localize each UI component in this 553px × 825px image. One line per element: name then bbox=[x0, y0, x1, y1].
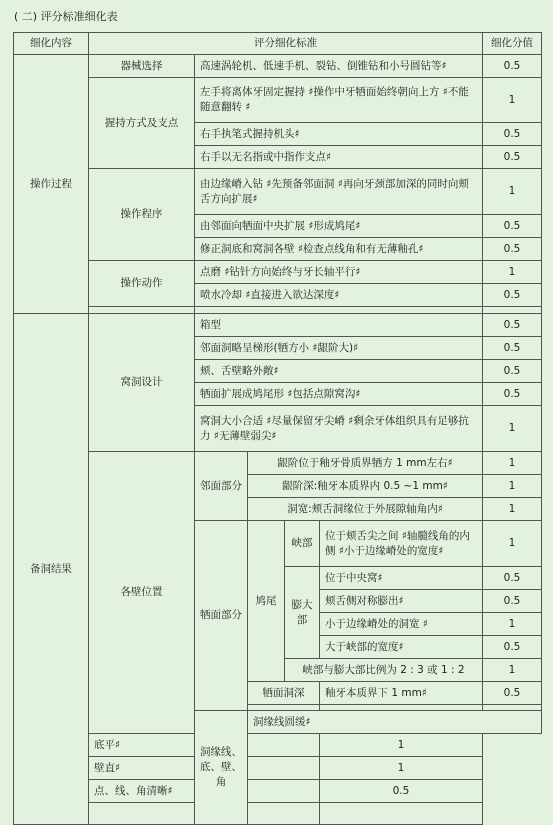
criterion-score: 0.5 bbox=[320, 780, 483, 803]
criterion-score: 0.5 bbox=[483, 383, 542, 406]
section-label: 操作过程 bbox=[14, 55, 89, 314]
group-label: 各壁位置 bbox=[89, 452, 195, 734]
criterion-score: 0.5 bbox=[483, 360, 542, 383]
criterion-score: 0.5 bbox=[483, 123, 542, 146]
header-score: 细化分值 bbox=[483, 33, 542, 55]
criterion-text: 由边缘嵴入钻 ♯先预备邻面洞 ♯再向牙颈部加深的同时向颊舌方向扩展♯ bbox=[195, 169, 483, 215]
table-row bbox=[14, 78, 542, 123]
table-row bbox=[14, 452, 542, 475]
header-criteria: 评分细化标准 bbox=[89, 33, 483, 55]
criterion-score: 1 bbox=[483, 475, 542, 498]
group-label: 操作动作 bbox=[89, 261, 195, 307]
criterion-text: 由邻面向牺面中央扩展 ♯形成鸠尾♯ bbox=[195, 215, 483, 238]
criterion-score: 0.5 bbox=[483, 567, 542, 590]
criterion-text: 颊舌侧对称膨出♯ bbox=[320, 590, 483, 613]
criterion-score: 0.5 bbox=[483, 55, 542, 78]
criterion-score: 1 bbox=[483, 261, 542, 284]
criterion-score: 0.5 bbox=[483, 682, 542, 705]
header-content: 细化内容 bbox=[14, 33, 89, 55]
criterion-text: 点、线、角清晰♯ bbox=[89, 780, 320, 803]
criterion-text: 喷水冷却 ♯直接进入欲达深度♯ bbox=[195, 284, 483, 307]
criterion-text: 龈阶深:釉牙本质界内 0.5 ~1 mm♯ bbox=[248, 475, 483, 498]
criterion-score: 1 bbox=[320, 757, 483, 780]
criterion-text: 洞宽:颊舌洞缘位于外展隙轴角内♯ bbox=[248, 498, 483, 521]
spacer-cell bbox=[483, 307, 542, 314]
header-row bbox=[14, 33, 542, 55]
group-label: 窝洞设计 bbox=[89, 314, 195, 452]
criterion-score: 1 bbox=[320, 734, 483, 757]
criterion-text: 位于中央窝♯ bbox=[320, 567, 483, 590]
criterion-text: 小于边缘嵴处的洞宽 ♯ bbox=[320, 613, 483, 636]
table-row bbox=[14, 734, 542, 757]
section-label: 备洞结果 bbox=[14, 314, 89, 825]
criterion-score: 1 bbox=[483, 406, 542, 452]
group-label: 洞缘线、底、壁、角 bbox=[195, 711, 248, 825]
spacer-cell bbox=[320, 803, 483, 825]
dovetail-label: 鸠尾 bbox=[248, 521, 285, 682]
criterion-text: 右手以无名指或中指作支点♯ bbox=[195, 146, 483, 169]
group-label: 握持方式及支点 bbox=[89, 78, 195, 169]
criterion-score: 0.5 bbox=[483, 636, 542, 659]
criterion-text: 大于峡部的宽度♯ bbox=[320, 636, 483, 659]
criterion-score: 1 bbox=[483, 498, 542, 521]
criterion-score: 1 bbox=[483, 613, 542, 636]
group-label: 操作程序 bbox=[89, 169, 195, 261]
criterion-score: 0.5 bbox=[483, 215, 542, 238]
table-row bbox=[14, 55, 542, 78]
subgroup-label: 邻面部分 bbox=[195, 452, 248, 521]
criterion-text: 修正洞底和窝洞各壁 ♯检查点线角和有无薄釉孔♯ bbox=[195, 238, 483, 261]
table-row bbox=[14, 314, 542, 337]
criterion-score: 1 bbox=[483, 169, 542, 215]
criterion-text: 底平♯ bbox=[89, 734, 320, 757]
table-row bbox=[14, 757, 542, 780]
criterion-score: 0.5 bbox=[483, 590, 542, 613]
criterion-text: 牺面扩展成鸠尾形 ♯包括点隙窝沟♯ bbox=[195, 383, 483, 406]
table-row bbox=[14, 307, 542, 314]
criterion-text: 釉牙本质界下 1 mm♯ bbox=[320, 682, 483, 705]
table-row bbox=[14, 261, 542, 284]
criterion-score: 1 bbox=[483, 78, 542, 123]
criterion-text: 邻面洞略呈梯形(牺方小 ♯龈阶大)♯ bbox=[195, 337, 483, 360]
spacer-cell bbox=[89, 307, 195, 314]
criterion-text: 高速涡轮机、低速手机、裂钻、倒锥钻和小号圆钻等♯ bbox=[195, 55, 483, 78]
table-heading: ( 二) 评分标准细化表 bbox=[14, 10, 118, 23]
group-label: 器械选择 bbox=[89, 55, 195, 78]
isthmus-label: 峡部 bbox=[285, 521, 320, 567]
table-row bbox=[14, 169, 542, 215]
criterion-text: 点磨 ♯钻针方向始终与牙长轴平行♯ bbox=[195, 261, 483, 284]
table-row bbox=[14, 780, 542, 803]
criterion-text: 窝洞大小合适 ♯尽量保留牙尖嵴 ♯剩余牙体组织具有足够抗力 ♯无薄壁弱尖♯ bbox=[195, 406, 483, 452]
criterion-text: 峡部与膨大部比例为 2 : 3 或 1 : 2 bbox=[285, 659, 483, 682]
criterion-score: 1 bbox=[483, 521, 542, 567]
criterion-text: 左手将离体牙固定握持 ♯操作中牙牺面始终朝向上方 ♯不能随意翻转 ♯ bbox=[195, 78, 483, 123]
criterion-score: 0.5 bbox=[483, 146, 542, 169]
spacer-cell bbox=[195, 307, 483, 314]
criterion-text: 颊、舌壁略外敞♯ bbox=[195, 360, 483, 383]
criterion-text: 箱型 bbox=[195, 314, 483, 337]
depth-label: 牺面洞深 bbox=[248, 682, 320, 705]
scoring-table bbox=[13, 32, 542, 825]
spacer-cell bbox=[89, 803, 320, 825]
subgroup-label: 牺面部分 bbox=[195, 521, 248, 711]
table-row bbox=[14, 803, 542, 825]
criterion-score: 1 bbox=[483, 452, 542, 475]
criterion-text: 洞缘线圆缓♯ bbox=[248, 711, 542, 734]
criterion-text: 右手执笔式握持机头♯ bbox=[195, 123, 483, 146]
criterion-score: 0.5 bbox=[483, 284, 542, 307]
criterion-score: 1 bbox=[483, 659, 542, 682]
criterion-score: 0.5 bbox=[483, 314, 542, 337]
criterion-text: 位于颊舌尖之间 ♯轴髓线角的内侧 ♯小于边缘嵴处的宽度♯ bbox=[320, 521, 483, 567]
criterion-text: 龈阶位于釉牙骨质界牺方 1 mm左右♯ bbox=[248, 452, 483, 475]
expansion-label: 膨大部 bbox=[285, 567, 320, 659]
criterion-score: 0.5 bbox=[483, 238, 542, 261]
criterion-text: 壁直♯ bbox=[89, 757, 320, 780]
criterion-score: 0.5 bbox=[483, 337, 542, 360]
